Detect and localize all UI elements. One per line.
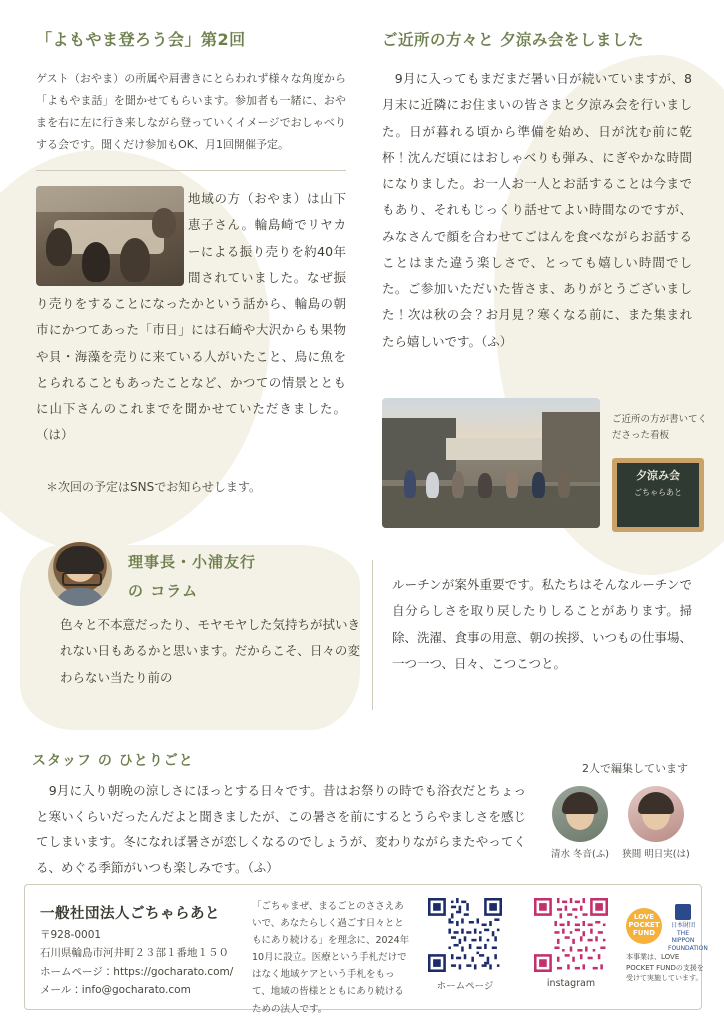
homepage-label: ホームページ： <box>40 965 114 978</box>
mail-label: メール： <box>40 984 82 997</box>
article-left-body-wrap <box>36 186 346 449</box>
mission-statement: 「ごちゃまぜ、まるごとのささえあいで、あなたらしく過ごす日々とともにあり続ける」を理念に、2024年10月に設立。医療という手札だけではなく地域ケアという手札をもって、地域の皆様とともにあり続けるための法人です。 <box>252 901 410 1015</box>
postal-code: 〒928-0001 <box>40 929 102 941</box>
blackboard-main-text: 夕涼み会 <box>636 469 680 482</box>
staff-text: 9月に入り朝晩の涼しさにほっとする日々です。昔はお祭りの時でも浴衣だとちょっと寒いくらいだったんだよと聞きましたが、この暑さを前にするとうらやましさを感じてしまいます。冬になれば暑さが恋しくなるのでしょうが、変わりながらまたやってくる、めぐる季節がいつも楽しみです。（ふ） <box>36 783 526 875</box>
support-note: 本事業は、LOVE POCKET FUNDの支援を受けて実施しています。 <box>626 953 704 982</box>
column-title-line2: の コラム <box>128 581 199 600</box>
editor-name-2: 狭間 明日実(は) <box>622 849 690 860</box>
editor-avatars <box>544 786 714 868</box>
signboard-note: ご近所の方が書いてくださった看板 <box>612 414 708 442</box>
nippon-foundation-label: 日本財団 THE NIPPON FOUNDATION <box>668 922 708 952</box>
column-title <box>128 548 318 605</box>
organization-contact <box>40 926 233 1000</box>
qr-instagram-caption: instagram <box>546 978 596 989</box>
avatar <box>48 542 112 606</box>
qr-code-homepage[interactable] <box>428 898 502 972</box>
divider <box>36 170 346 171</box>
article-left-lead: ゲスト（おやま）の所属や肩書きにとらわれず様々な角度から「よもやま話」を聞かせてもらいます。参加者も一緒に、おやまを右に左に行き来しながら登っていくイメージでおしゃべりする会です。聞くだけ参加もOK、月1回開催予定。 <box>36 72 346 151</box>
photo-float-spacer <box>36 186 188 290</box>
organization-name: 一般社団法人ごちゃらあと <box>40 906 220 922</box>
love-pocket-fund-logo: LOVE POCKET FUND <box>626 908 662 944</box>
nippon-foundation-mark <box>675 904 691 920</box>
editor-avatar-1 <box>552 786 608 842</box>
address: 石川県輪島市河井町２３部１番地１５０ <box>40 947 229 960</box>
mail-address[interactable]: info@gocharato.com <box>81 984 191 997</box>
staff-section-title: スタッフ の ひとりごと <box>32 753 194 769</box>
article-right <box>382 28 692 355</box>
article-left-body: 地域の方（おやま）は山下恵子さん。輪島崎でリヤカーによる振り売りを約40年間されていました。なぜ振り売りをすることになったかという話から、輪島の朝市にかつてあった「市日」には石崎や大沢からも果物や貝・海藻を売りに来ている人がいたこと、鳥に魚をとられることもあったことなど、かつての情景とともに山下さんのこれまでを聞かせていただきました。（は） <box>36 191 346 443</box>
column-text-left: 色々と不本意だったり、モヤモヤした気持ちが拭いきれない日もあるかと思います。だからこそ、日々の変わらない当たり前の <box>60 617 361 685</box>
editors-note-label: 2人で編集しています <box>582 762 688 775</box>
blackboard-sign <box>612 458 704 532</box>
editor-avatar-2 <box>628 786 684 842</box>
article-right-title: ご近所の方々と 夕涼み会をしました <box>382 31 644 49</box>
qr-homepage-caption: ホームページ <box>436 981 494 992</box>
article-right-body: 9月に入ってもまだまだ暑い日が続いていますが、8月末に近隣にお住まいの皆さまと夕涼み会を行いました。日が暮れる頃から準備を始め、日が沈む前に乾杯！沈んだ頃にはおしゃべりも弾み、にぎやかな時間になりました。お一人お一人とお話することは今までもあり、それもじっくり話せてよい時間なのですが、みなさんで顔を合わせてごはんを食べながらお話することはまた違う楽しさで、とっても嬉しい時間でした。ご参加いただいた皆さま、ありがとうございました！次は秋の会？お月見？寒くなる前に、また集まれたら嬉しいです。（ふ） <box>382 71 692 349</box>
column-text-right: ルーチンが案外重要です。私たちはそんなルーチンで自分らしさを取り戻したりしることがあります。掃除、洗濯、食事の用意、朝の挨拶、いつもの仕事場、一つ一つ、日々、こつこつと。 <box>392 577 693 671</box>
nippon-foundation-logo <box>668 904 708 952</box>
photo-evening-party <box>382 398 600 528</box>
article-left-title: 「よもやま登ろう会」第2回 <box>36 30 246 49</box>
article-left-note: ＊次回の予定はSNSでお知らせします。 <box>46 480 261 494</box>
homepage-url[interactable]: https://gocharato.com/ <box>113 965 234 978</box>
column-divider <box>372 560 373 710</box>
editors-note <box>560 760 710 776</box>
blackboard-sub-text: ごちゃらあと <box>634 487 682 497</box>
editor-name-1: 清水 冬音(ふ) <box>551 849 609 860</box>
article-left <box>36 28 346 179</box>
qr-code-instagram[interactable] <box>534 898 608 972</box>
column-title-line1: 理事長・小浦友行 <box>128 553 257 571</box>
